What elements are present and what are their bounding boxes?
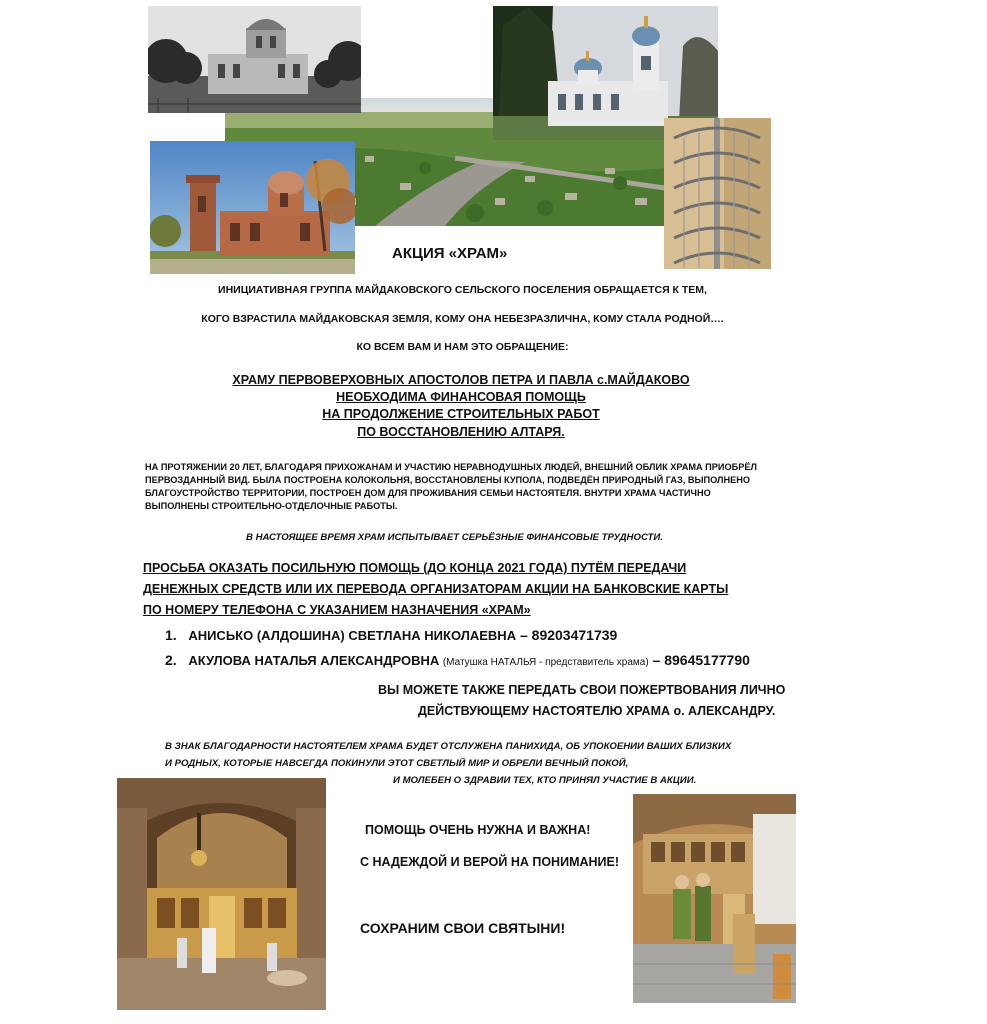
closing-line-1: ПОМОЩЬ ОЧЕНЬ НУЖНА И ВАЖНА! [365, 823, 591, 837]
request-line-2: ДЕНЕЖНЫХ СРЕДСТВ ИЛИ ИХ ПЕРЕВОДА ОРГАНИЗАТОРАМ АКЦИИ НА БАНКОВСКИЕ КАРТЫ [143, 582, 729, 596]
difficulties-note: В НАСТОЯЩЕЕ ВРЕМЯ ХРАМ ИСПЫТЫВАЕТ СЕРЬЁЗНЫЕ ФИНАНСОВЫЕ ТРУДНОСТИ. [246, 532, 663, 543]
appeal-line-4: ПО ВОССТАНОВЛЕНИЮ АЛТАРЯ. [357, 425, 565, 439]
closing-line-3: СОХРАНИМ СВОИ СВЯТЫНИ! [360, 920, 566, 936]
intro-line-2: КОГО ВЗРАСТИЛА МАЙДАКОВСКАЯ ЗЕМЛЯ, КОМУ ОНА НЕБЕЗРАЗЛИЧНА, КОМУ СТАЛА РОДНОЙ…. [201, 313, 724, 325]
brick-church-photo [150, 141, 355, 274]
contact-item-2 [165, 652, 750, 668]
gratitude-line-1: В ЗНАК БЛАГОДАРНОСТИ НАСТОЯТЕЛЕМ ХРАМА БУДЕТ ОТСЛУЖЕНА ПАНИХИДА, ОБ УПОКОЕНИИ ВАШИХ БЛИЗКИХ [165, 741, 732, 752]
history-line-1: НА ПРОТЯЖЕНИИ 20 ЛЕТ, БЛАГОДАРЯ ПРИХОЖАНАМ И УЧАСТИЮ НЕРАВНОДУШНЫХ ЛЮДЕЙ, ВНЕШНИЙ ОБЛИК ХРАМА ПРИОБРЁЛ [145, 462, 757, 472]
intro-line-3: КО ВСЕМ ВАМ И НАМ ЭТО ОБРАЩЕНИЕ: [356, 341, 569, 353]
closing-line-2: С НАДЕЖДОЙ И ВЕРОЙ НА ПОНИМАНИЕ! [360, 855, 620, 869]
ruined-church-bw-photo [148, 6, 361, 113]
contact-phone: – 89645177790 [648, 652, 750, 668]
history-line-2: ПЕРВОЗДАННЫЙ ВИД. БЫЛА ПОСТРОЕНА КОЛОКОЛЬНЯ, ВОССТАНОВЛЕНЫ КУПОЛА, ПОДВЕДЁН ПРИРОДНЫЙ ГАЗ, ВЫПОЛНЕНО [145, 475, 751, 485]
contact-number: 1. [165, 627, 177, 643]
request-line-1: ПРОСЬБА ОКАЗАТЬ ПОСИЛЬНУЮ ПОМОЩЬ (ДО КОНЦА 2021 ГОДА) ПУТЁМ ПЕРЕДАЧИ [143, 561, 687, 575]
history-line-3: БЛАГОУСТРОЙСТВО ТЕРРИТОРИИ, ПОСТРОЕН ДОМ ДЛЯ ПРОЖИВАНИЯ СЕМЬИ НАСТОЯТЕЛЯ. ВНУТРИ ХРАМА ЧАСТИЧНО [145, 488, 711, 498]
contact-number: 2. [165, 652, 177, 668]
spiral-staircase-photo [664, 118, 771, 269]
appeal-line-1: ХРАМУ ПЕРВОВЕРХОВНЫХ АПОСТОЛОВ ПЕТРА И ПАВЛА с.МАЙДАКОВО [232, 373, 690, 387]
contact-name: АНИСЬКО (АЛДОШИНА) СВЕТЛАНА НИКОЛАЕВНА [188, 628, 517, 643]
request-line-3: ПО НОМЕРУ ТЕЛЕФОНА С УКАЗАНИЕМ НАЗНАЧЕНИЯ «ХРАМ» [143, 603, 531, 617]
personal-line-2: ДЕЙСТВУЮЩЕМУ НАСТОЯТЕЛЮ ХРАМА о. АЛЕКСАНДРУ. [418, 704, 776, 718]
contact-note: (Матушка НАТАЛЬЯ - представитель храма) [442, 657, 649, 668]
gratitude-line-2: И РОДНЫХ, КОТОРЫЕ НАВСЕГДА ПОКИНУЛИ ЭТОТ СВЕТЛЫЙ МИР И ОБРЕЛИ ВЕЧНЫЙ ПОКОЙ, [165, 758, 629, 769]
appeal-line-3: НА ПРОДОЛЖЕНИЕ СТРОИТЕЛЬНЫХ РАБОТ [322, 407, 600, 421]
appeal-line-2: НЕОБХОДИМА ФИНАНСОВАЯ ПОМОЩЬ [336, 390, 586, 404]
intro-line-1: ИНИЦИАТИВНАЯ ГРУППА МАЙДАКОВСКОГО СЕЛЬСКОГО ПОСЕЛЕНИЯ ОБРАЩАЕТСЯ К ТЕМ, [218, 284, 707, 296]
contact-phone: – 89203471739 [516, 627, 618, 643]
church-interior-iconostasis-photo [117, 778, 326, 1010]
contact-item-1 [165, 627, 617, 643]
contact-name: АКУЛОВА НАТАЛЬЯ АЛЕКСАНДРОВНА [188, 653, 443, 668]
history-line-4: ВЫПОЛНЕНЫ СТРОИТЕЛЬНО-ОТДЕЛОЧНЫЕ РАБОТЫ. [145, 501, 398, 511]
gratitude-line-3: И МОЛЕБЕН О ЗДРАВИИ ТЕХ, КТО ПРИНЯЛ УЧАСТИЕ В АКЦИИ. [393, 775, 697, 786]
personal-line-1: ВЫ МОЖЕТЕ ТАКЖЕ ПЕРЕДАТЬ СВОИ ПОЖЕРТВОВАНИЯ ЛИЧНО [378, 683, 786, 697]
page-title: АКЦИЯ «ХРАМ» [392, 245, 508, 262]
church-service-photo [633, 794, 796, 1003]
